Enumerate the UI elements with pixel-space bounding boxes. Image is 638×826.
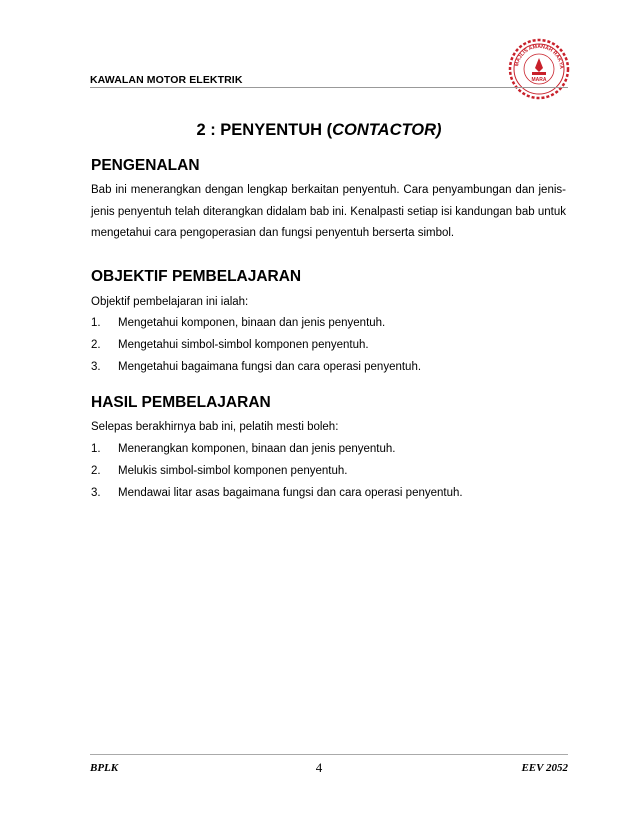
header-rule bbox=[90, 87, 568, 88]
list-item: Mengetahui bagaimana fungsi dan cara operasi penyentuh. bbox=[118, 361, 422, 373]
list-item-number: 1. bbox=[91, 317, 101, 329]
chapter-title: 2 : PENYENTUH (CONTACTOR) bbox=[196, 121, 442, 139]
pengenalan-body: Bab ini menerangkan dengan lengkap berkaitan penyentuh. Cara penyambungan dan jenis-jenis penyentuh telah diterangkan didalam bab ini. Kenalpasti setiap isi kandungan bab untuk mengetahui cara pengoperasian dan fungsi penyentuh berserta simbol. bbox=[91, 184, 566, 239]
list-item-number: 3. bbox=[91, 487, 101, 499]
footer-left: BPLK bbox=[90, 762, 119, 774]
list-item: Melukis simbol-simbol komponen penyentuh. bbox=[118, 465, 348, 477]
list-item: Mengetahui simbol-simbol komponen penyentuh. bbox=[118, 339, 369, 351]
svg-text:MARA: MARA bbox=[531, 77, 547, 83]
page-number: 4 bbox=[315, 760, 323, 775]
objektif-heading: OBJEKTIF PEMBELAJARAN bbox=[91, 268, 302, 285]
mara-logo bbox=[508, 38, 570, 100]
footer-rule bbox=[90, 754, 568, 755]
hasil-intro: Selepas berakhirnya bab ini, pelatih mesti boleh: bbox=[91, 421, 339, 433]
list-item-number: 2. bbox=[91, 465, 101, 477]
list-item-number: 1. bbox=[91, 443, 101, 455]
list-item: Mengetahui komponen, binaan dan jenis penyentuh. bbox=[118, 317, 386, 329]
course-code: EEV 2052 bbox=[521, 762, 568, 774]
objektif-intro: Objektif pembelajaran ini ialah: bbox=[91, 296, 249, 308]
svg-text:MAJLIS AMANAH RAKYAT: MAJLIS AMANAH RAKYA bbox=[514, 43, 565, 69]
list-item: Mendawai litar asas bagaimana fungsi dan cara operasi penyentuh. bbox=[118, 487, 463, 499]
pengenalan-heading: PENGENALAN bbox=[91, 157, 200, 174]
header-title: KAWALAN MOTOR ELEKTRIK bbox=[90, 74, 243, 86]
list-item-number: 2. bbox=[91, 339, 101, 351]
list-item-number: 3. bbox=[91, 361, 101, 373]
list-item: Menerangkan komponen, binaan dan jenis penyentuh. bbox=[118, 443, 396, 455]
hasil-heading: HASIL PEMBELAJARAN bbox=[91, 394, 271, 411]
